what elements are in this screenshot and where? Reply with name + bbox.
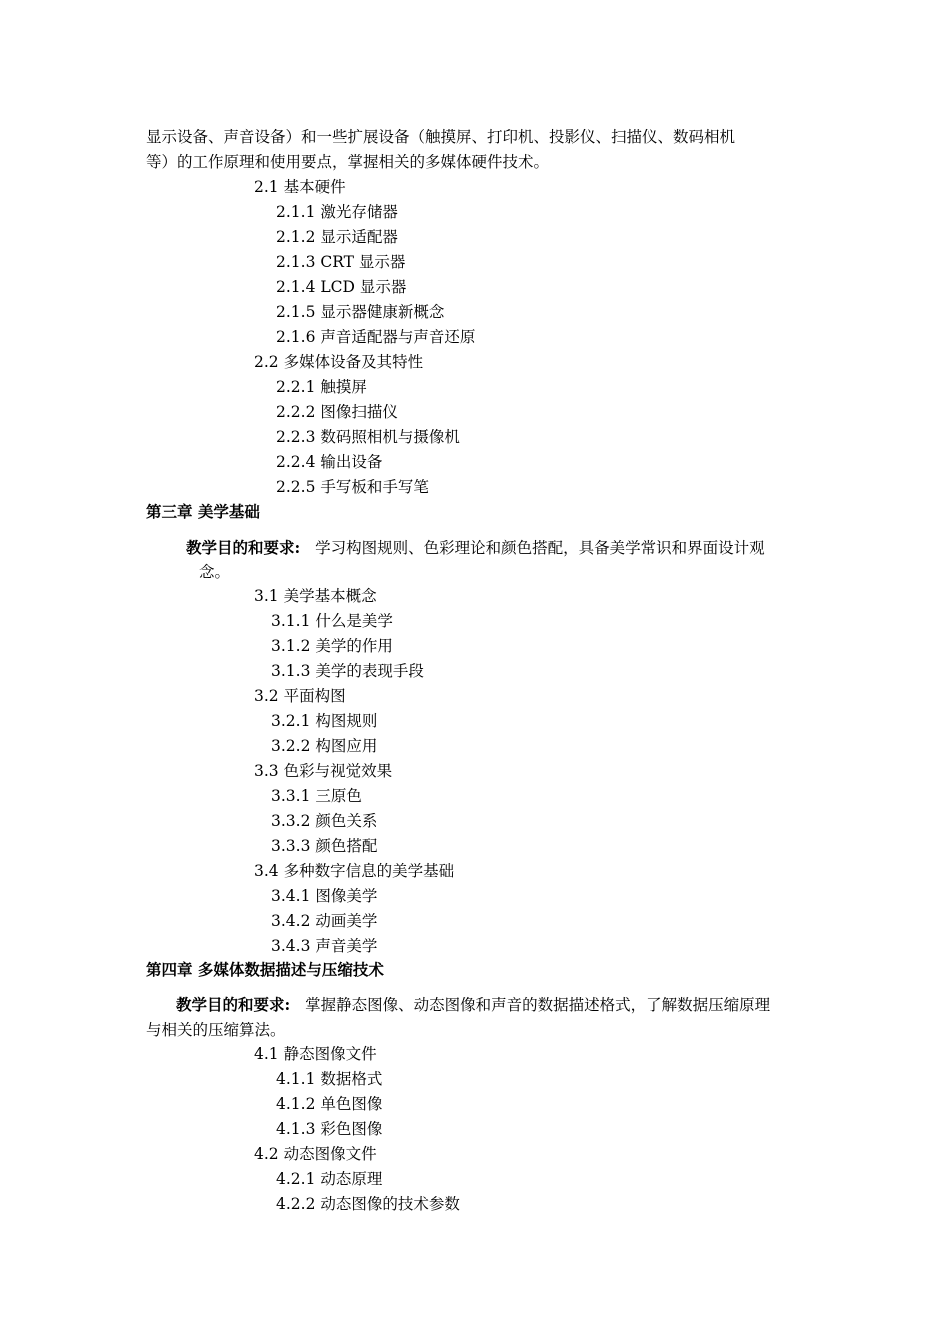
section-2-1-title: 2.1 基本硬件 <box>254 178 346 196</box>
section-3-4-title: 3.4 多种数字信息的美学基础 <box>254 862 455 880</box>
subsection-4-1-3: 4.1.3 彩色图像 <box>276 1120 383 1138</box>
subsection-2-1-3: 2.1.3 CRT 显示器 <box>276 253 406 271</box>
subsection-4-2-2: 4.2.2 动态图像的技术参数 <box>276 1195 460 1213</box>
chapter-4-heading: 第四章 多媒体数据描述与压缩技术 <box>146 960 384 979</box>
section-4-2-title: 4.2 动态图像文件 <box>254 1145 377 1163</box>
chapter-3-heading: 第三章 美学基础 <box>146 502 260 521</box>
subsection-2-2-1: 2.2.1 触摸屏 <box>276 378 367 396</box>
chapter-3-goal-line-1 <box>186 538 765 558</box>
intro-paragraph-line-1: 显示设备、声音设备）和一些扩展设备（触摸屏、打印机、投影仪、扫描仪、数码相机 <box>146 128 736 146</box>
section-3-1-title: 3.1 美学基本概念 <box>254 587 377 605</box>
section-3-3-title: 3.3 色彩与视觉效果 <box>254 762 393 780</box>
section-2-2-title: 2.2 多媒体设备及其特性 <box>254 353 424 371</box>
section-4-1-title: 4.1 静态图像文件 <box>254 1045 377 1063</box>
chapter-4-goal-text: 掌握静态图像、动态图像和声音的数据描述格式，了解数据压缩原理 <box>305 996 771 1014</box>
subsection-3-1-1: 3.1.1 什么是美学 <box>271 612 393 630</box>
subsection-2-1-1: 2.1.1 激光存储器 <box>276 203 398 221</box>
subsection-4-1-2: 4.1.2 单色图像 <box>276 1095 383 1113</box>
intro-paragraph-line-2: 等）的工作原理和使用要点，掌握相关的多媒体硬件技术。 <box>146 153 550 171</box>
subsection-3-3-1: 3.3.1 三原色 <box>271 787 362 805</box>
chapter-3-goal-text: 学习构图规则、色彩理论和颜色搭配，具备美学常识和界面设计观 <box>315 539 765 557</box>
chapter-3-goal-line-2: 念。 <box>199 563 231 581</box>
subsection-4-2-1: 4.2.1 动态原理 <box>276 1170 383 1188</box>
subsection-2-2-2: 2.2.2 图像扫描仪 <box>276 403 398 421</box>
chapter-4-goal-line-1 <box>176 995 770 1015</box>
subsection-3-2-2: 3.2.2 构图应用 <box>271 737 378 755</box>
subsection-2-2-4: 2.2.4 输出设备 <box>276 453 383 471</box>
subsection-2-2-5: 2.2.5 手写板和手写笔 <box>276 478 429 496</box>
section-3-2-title: 3.2 平面构图 <box>254 687 346 705</box>
subsection-2-2-3: 2.2.3 数码照相机与摄像机 <box>276 428 460 446</box>
chapter-4-goal-label: 教学目的和要求: <box>176 995 291 1014</box>
subsection-3-4-1: 3.4.1 图像美学 <box>271 887 378 905</box>
subsection-2-1-4: 2.1.4 LCD 显示器 <box>276 278 407 296</box>
subsection-4-1-1: 4.1.1 数据格式 <box>276 1070 383 1088</box>
subsection-3-2-1: 3.2.1 构图规则 <box>271 712 378 730</box>
subsection-3-3-2: 3.3.2 颜色关系 <box>271 812 378 830</box>
subsection-2-1-6: 2.1.6 声音适配器与声音还原 <box>276 328 476 346</box>
subsection-3-1-3: 3.1.3 美学的表现手段 <box>271 662 424 680</box>
subsection-3-4-2: 3.4.2 动画美学 <box>271 912 378 930</box>
subsection-2-1-5: 2.1.5 显示器健康新概念 <box>276 303 445 321</box>
subsection-2-1-2: 2.1.2 显示适配器 <box>276 228 398 246</box>
chapter-4-goal-line-2: 与相关的压缩算法。 <box>146 1021 286 1039</box>
chapter-3-goal-label: 教学目的和要求: <box>186 538 301 557</box>
subsection-3-1-2: 3.1.2 美学的作用 <box>271 637 393 655</box>
subsection-3-4-3: 3.4.3 声音美学 <box>271 937 378 955</box>
subsection-3-3-3: 3.3.3 颜色搭配 <box>271 837 378 855</box>
